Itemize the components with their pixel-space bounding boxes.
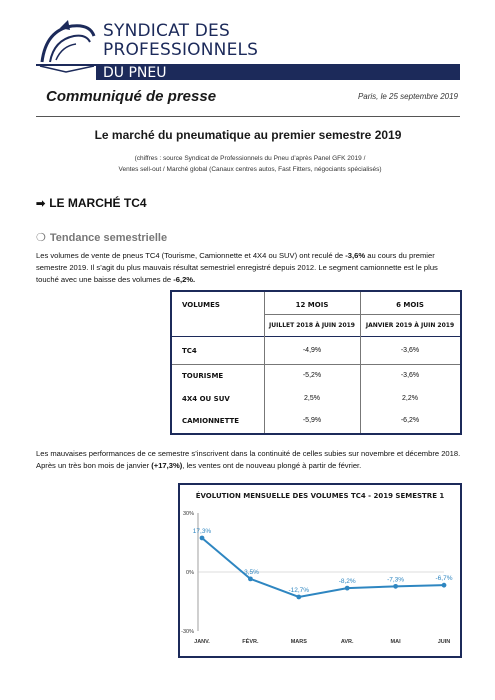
y-tick-label: 30% <box>182 511 194 517</box>
table-cell: 2,5% <box>304 395 320 402</box>
press-date: Paris, le 25 septembre 2019 <box>357 92 458 101</box>
table-row-label: 4X4 OU SUV <box>182 395 230 403</box>
chart-title: ÉVOLUTION MENSUELLE DES VOLUMES TC4 - 2019 SEMESTRE 1 <box>195 492 445 500</box>
table-row-label: TC4 <box>182 347 197 355</box>
table-rule <box>360 292 361 433</box>
table-rule <box>264 314 460 315</box>
x-tick-label: AVR. <box>340 639 354 645</box>
title-divider <box>36 116 460 117</box>
table-row-label: TOURISME <box>182 372 224 380</box>
data-point <box>442 583 447 588</box>
brand-name <box>103 22 258 60</box>
table-cell: -3,6% <box>400 347 420 354</box>
y-tick-label: -30% <box>181 629 194 635</box>
data-label: -8,2% <box>338 578 356 586</box>
table-cell: 2,2% <box>402 395 418 402</box>
section-title-text: LE MARCHÉ TC4 <box>49 196 147 210</box>
y-tick-label: 0% <box>186 570 194 576</box>
data-label: -3,5% <box>241 568 259 576</box>
x-tick-label: FÉVR. <box>242 639 259 645</box>
paragraph-2-a: Les mauvaises performances de ce semestre s’inscrivent dans la continuité de celles subies sur novembre et décembre 2018. Après un très bon mois de janvier <box>36 449 461 470</box>
data-point <box>248 576 253 581</box>
data-point <box>393 584 398 589</box>
section-title <box>36 196 147 210</box>
data-point <box>200 536 205 541</box>
data-point <box>296 595 301 600</box>
x-tick-label: MARS <box>290 639 307 645</box>
data-label: -12,7% <box>288 586 310 594</box>
headline: Le marché du pneumatique au premier semestre 2019 <box>94 128 402 142</box>
data-label: -7,3% <box>387 576 405 584</box>
table-subheader-12-months: JUILLET 2018 À JUIN 2019 <box>269 322 355 329</box>
data-label: -6,7% <box>435 575 453 583</box>
table-cell: -6,2% <box>400 417 420 424</box>
paragraph-1-a: Les volumes de vente de pneus TC4 (Tourisme, Camionnette et 4X4 ou SUV) ont reculé de <box>36 251 346 260</box>
table-cell: -5,9% <box>302 417 322 424</box>
table-cell: -4,9% <box>302 347 322 354</box>
table-header-12-months: 12 MOIS <box>295 301 329 309</box>
brand-line-3: DU PNEU <box>103 65 167 81</box>
table-row-label: CAMIONNETTE <box>182 417 240 425</box>
data-point <box>345 586 350 591</box>
x-tick-label: MAI <box>390 639 401 645</box>
table-cell: -3,6% <box>400 372 420 379</box>
table-subheader-6-months: JANVIER 2019 À JUIN 2019 <box>365 322 455 329</box>
x-tick-label: JANV. <box>194 639 210 645</box>
x-tick-label: JUIN <box>437 639 451 645</box>
subsection-title-text: Tendance semestrielle <box>49 232 168 244</box>
brand-line-2: PROFESSIONNELS <box>103 40 259 60</box>
paragraph-2-b: (+17,3%) <box>151 461 183 470</box>
table-rule <box>172 336 460 337</box>
brand-bar <box>96 64 460 80</box>
paragraph-2 <box>36 448 462 472</box>
table-cell: -5,2% <box>302 372 322 379</box>
volumes-table <box>170 290 462 435</box>
table-rule <box>264 292 265 433</box>
paragraph-2-c: , les ventes ont de nouveau plongé à partir de février. <box>182 461 362 470</box>
paragraph-1-b: -3,6% <box>345 251 366 260</box>
brand-line-1: SYNDICAT DES <box>103 21 230 41</box>
paragraph-1 <box>36 250 462 286</box>
table-header-volumes: VOLUMES <box>182 301 220 309</box>
paragraph-1-c: au cours du premier semestre 2019. Il s’agit du plus mauvais résultat semestriel enregistré depuis 2012. Le segment camionnette est le plus touché avec une baisse des volumes de <box>36 251 438 284</box>
source-line-2: Ventes sell-out / Marché global (Canaux centres autos, Fast Fitters, négociants spécialisés) <box>118 166 382 173</box>
press-label: Communiqué de presse <box>46 88 217 105</box>
series-line <box>202 538 444 597</box>
chart-plot <box>180 485 460 656</box>
source-note <box>80 153 420 175</box>
circle-icon: ❍ <box>36 232 46 244</box>
table-header-6-months: 6 MOIS <box>396 301 424 309</box>
data-label: 17,3% <box>192 527 212 535</box>
arrow-right-icon: ➡ <box>36 198 46 210</box>
table-rule <box>172 364 460 365</box>
source-line-1: (chiffres : source Syndicat de Professionnels du Pneu d’après Panel GFK 2019 / <box>134 155 366 162</box>
paragraph-1-d: -6,2%. <box>173 275 196 284</box>
subsection-title <box>36 231 167 244</box>
monthly-chart <box>178 483 462 658</box>
